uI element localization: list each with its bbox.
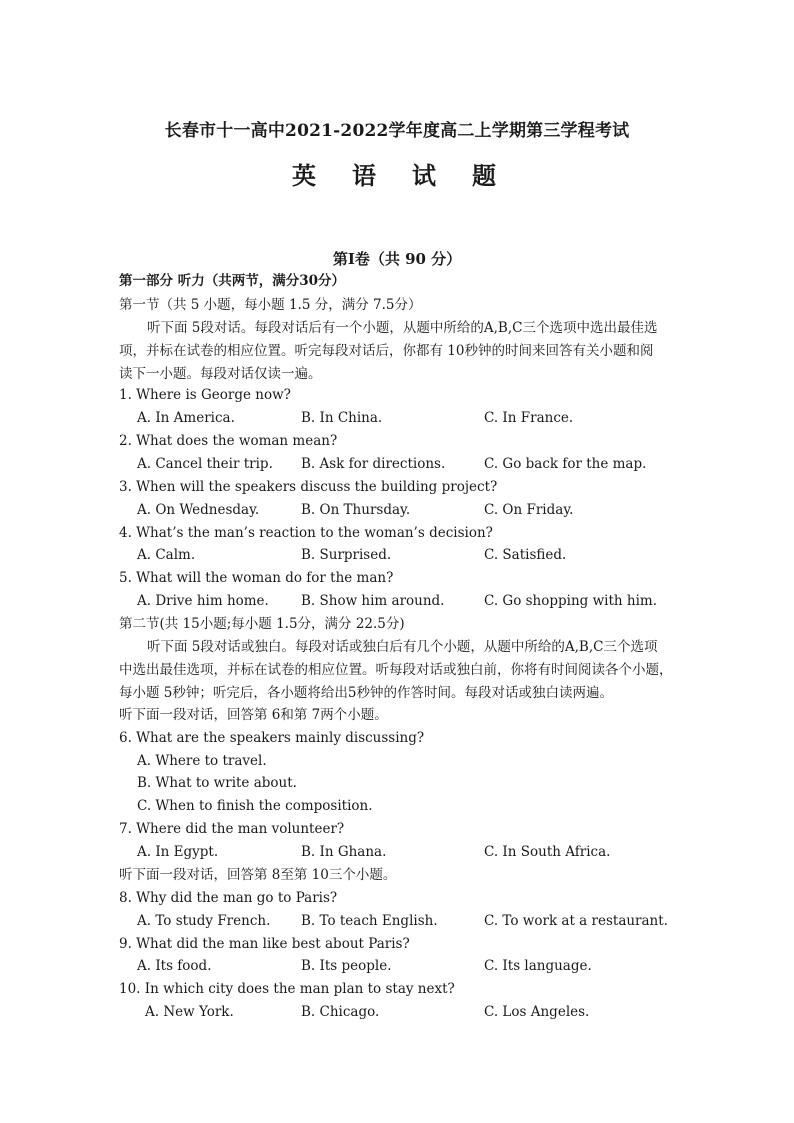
q8-option-c: C. To work at a restaurant.	[484, 913, 668, 929]
school-exam-title: 长春市十一高中2021-2022学年度高二上学期第三学程考试	[164, 121, 630, 141]
section1-instruction-line: 读下一小题。每段对话仅读一遍。	[119, 366, 322, 382]
q3-option-a: A. On Wednesday.	[137, 502, 260, 518]
q4-option-a: A. Calm.	[137, 547, 196, 563]
q2-option-b: B. Ask for directions.	[301, 456, 446, 472]
q8-option-b: B. To teach English.	[301, 913, 438, 929]
question-2: 2. What does the woman mean?	[119, 433, 338, 449]
part1-heading: 第一部分 听力（共两节，满分30分）	[119, 273, 345, 289]
q4-option-b: B. Surprised.	[301, 547, 392, 563]
dialogue-prompt-8-10: 听下面一段对话，回答第 8至第 10三个小题。	[119, 867, 397, 883]
section1-heading: 第一节（共 5 小题，每小题 1.5 分，满分 7.5分）	[119, 297, 422, 313]
q6-option-b: B. What to write about.	[137, 775, 297, 791]
question-7: 7. Where did the man volunteer?	[119, 821, 345, 837]
q5-option-a: A. Drive him home.	[137, 593, 269, 609]
q5-option-b: B. Show him around.	[301, 593, 445, 609]
q7-option-c: C. In South Africa.	[484, 844, 611, 860]
q1-option-c: C. In France.	[484, 410, 574, 426]
question-4: 4. What’s the man’s reaction to the woman’s decision?	[119, 525, 493, 541]
question-5: 5. What will the woman do for the man?	[119, 570, 394, 586]
q5-option-c: C. Go shopping with him.	[484, 593, 658, 609]
question-10: 10. In which city does the man plan to stay next?	[119, 981, 455, 997]
q10-option-b: B. Chicago.	[301, 1004, 380, 1020]
q4-option-c: C. Satisfied.	[484, 547, 567, 563]
subject-title: 英 语 试 题	[292, 161, 502, 190]
q10-option-a: A. New York.	[145, 1004, 234, 1020]
question-8: 8. Why did the man go to Paris?	[119, 890, 338, 906]
question-1: 1. Where is George now?	[119, 387, 291, 403]
q6-option-a: A. Where to travel.	[137, 753, 267, 769]
section2-instruction-line: 中选出最佳选项，并标在试卷的相应位置。听每段对话或独白前，你将有时间阅读各个小题，	[119, 662, 673, 678]
section2-instruction-line: 每小题 5秒钟；听完后，各小题将给出5秒钟的作答时间。每段对话或独白读两遍。	[119, 685, 613, 701]
q3-option-b: B. On Thursday.	[301, 502, 411, 518]
dialogue-prompt-6-7: 听下面一段对话，回答第 6和第 7两个小题。	[119, 707, 388, 723]
q7-option-a: A. In Egypt.	[137, 844, 219, 860]
question-6: 6. What are the speakers mainly discussing?	[119, 730, 425, 746]
q7-option-b: B. In Ghana.	[301, 844, 387, 860]
q1-option-a: A. In America.	[137, 410, 235, 426]
q3-option-c: C. On Friday.	[484, 502, 574, 518]
q1-option-b: B. In China.	[301, 410, 383, 426]
volume-title: 第Ⅰ卷（共 90 分）	[332, 250, 462, 268]
q9-option-a: A. Its food.	[137, 958, 212, 974]
section2-instruction-line: 听下面 5段对话或独白。每段对话或独白后有几个小题，从题中所给的A,B,C三个选项	[147, 639, 658, 655]
q2-option-a: A. Cancel their trip.	[137, 456, 273, 472]
section1-instruction-line: 听下面 5段对话。每段对话后有一个小题，从题中所给的A,B,C三个选项中选出最佳选	[147, 320, 658, 336]
q10-option-c: C. Los Angeles.	[484, 1004, 590, 1020]
q9-option-b: B. Its people.	[301, 958, 392, 974]
q9-option-c: C. Its language.	[484, 958, 592, 974]
q2-option-c: C. Go back for the map.	[484, 456, 647, 472]
question-9: 9. What did the man like best about Paris?	[119, 936, 410, 952]
section1-instruction-line: 项，并标在试卷的相应位置。听完每段对话后，你都有 10秒钟的时间来回答有关小题和阅	[119, 343, 654, 359]
section2-heading: 第二节(共 15小题;每小题 1.5分，满分 22.5分)	[119, 616, 405, 632]
question-3: 3. When will the speakers discuss the building project?	[119, 479, 498, 495]
q8-option-a: A. To study French.	[137, 913, 271, 929]
q6-option-c: C. When to finish the composition.	[137, 798, 373, 814]
